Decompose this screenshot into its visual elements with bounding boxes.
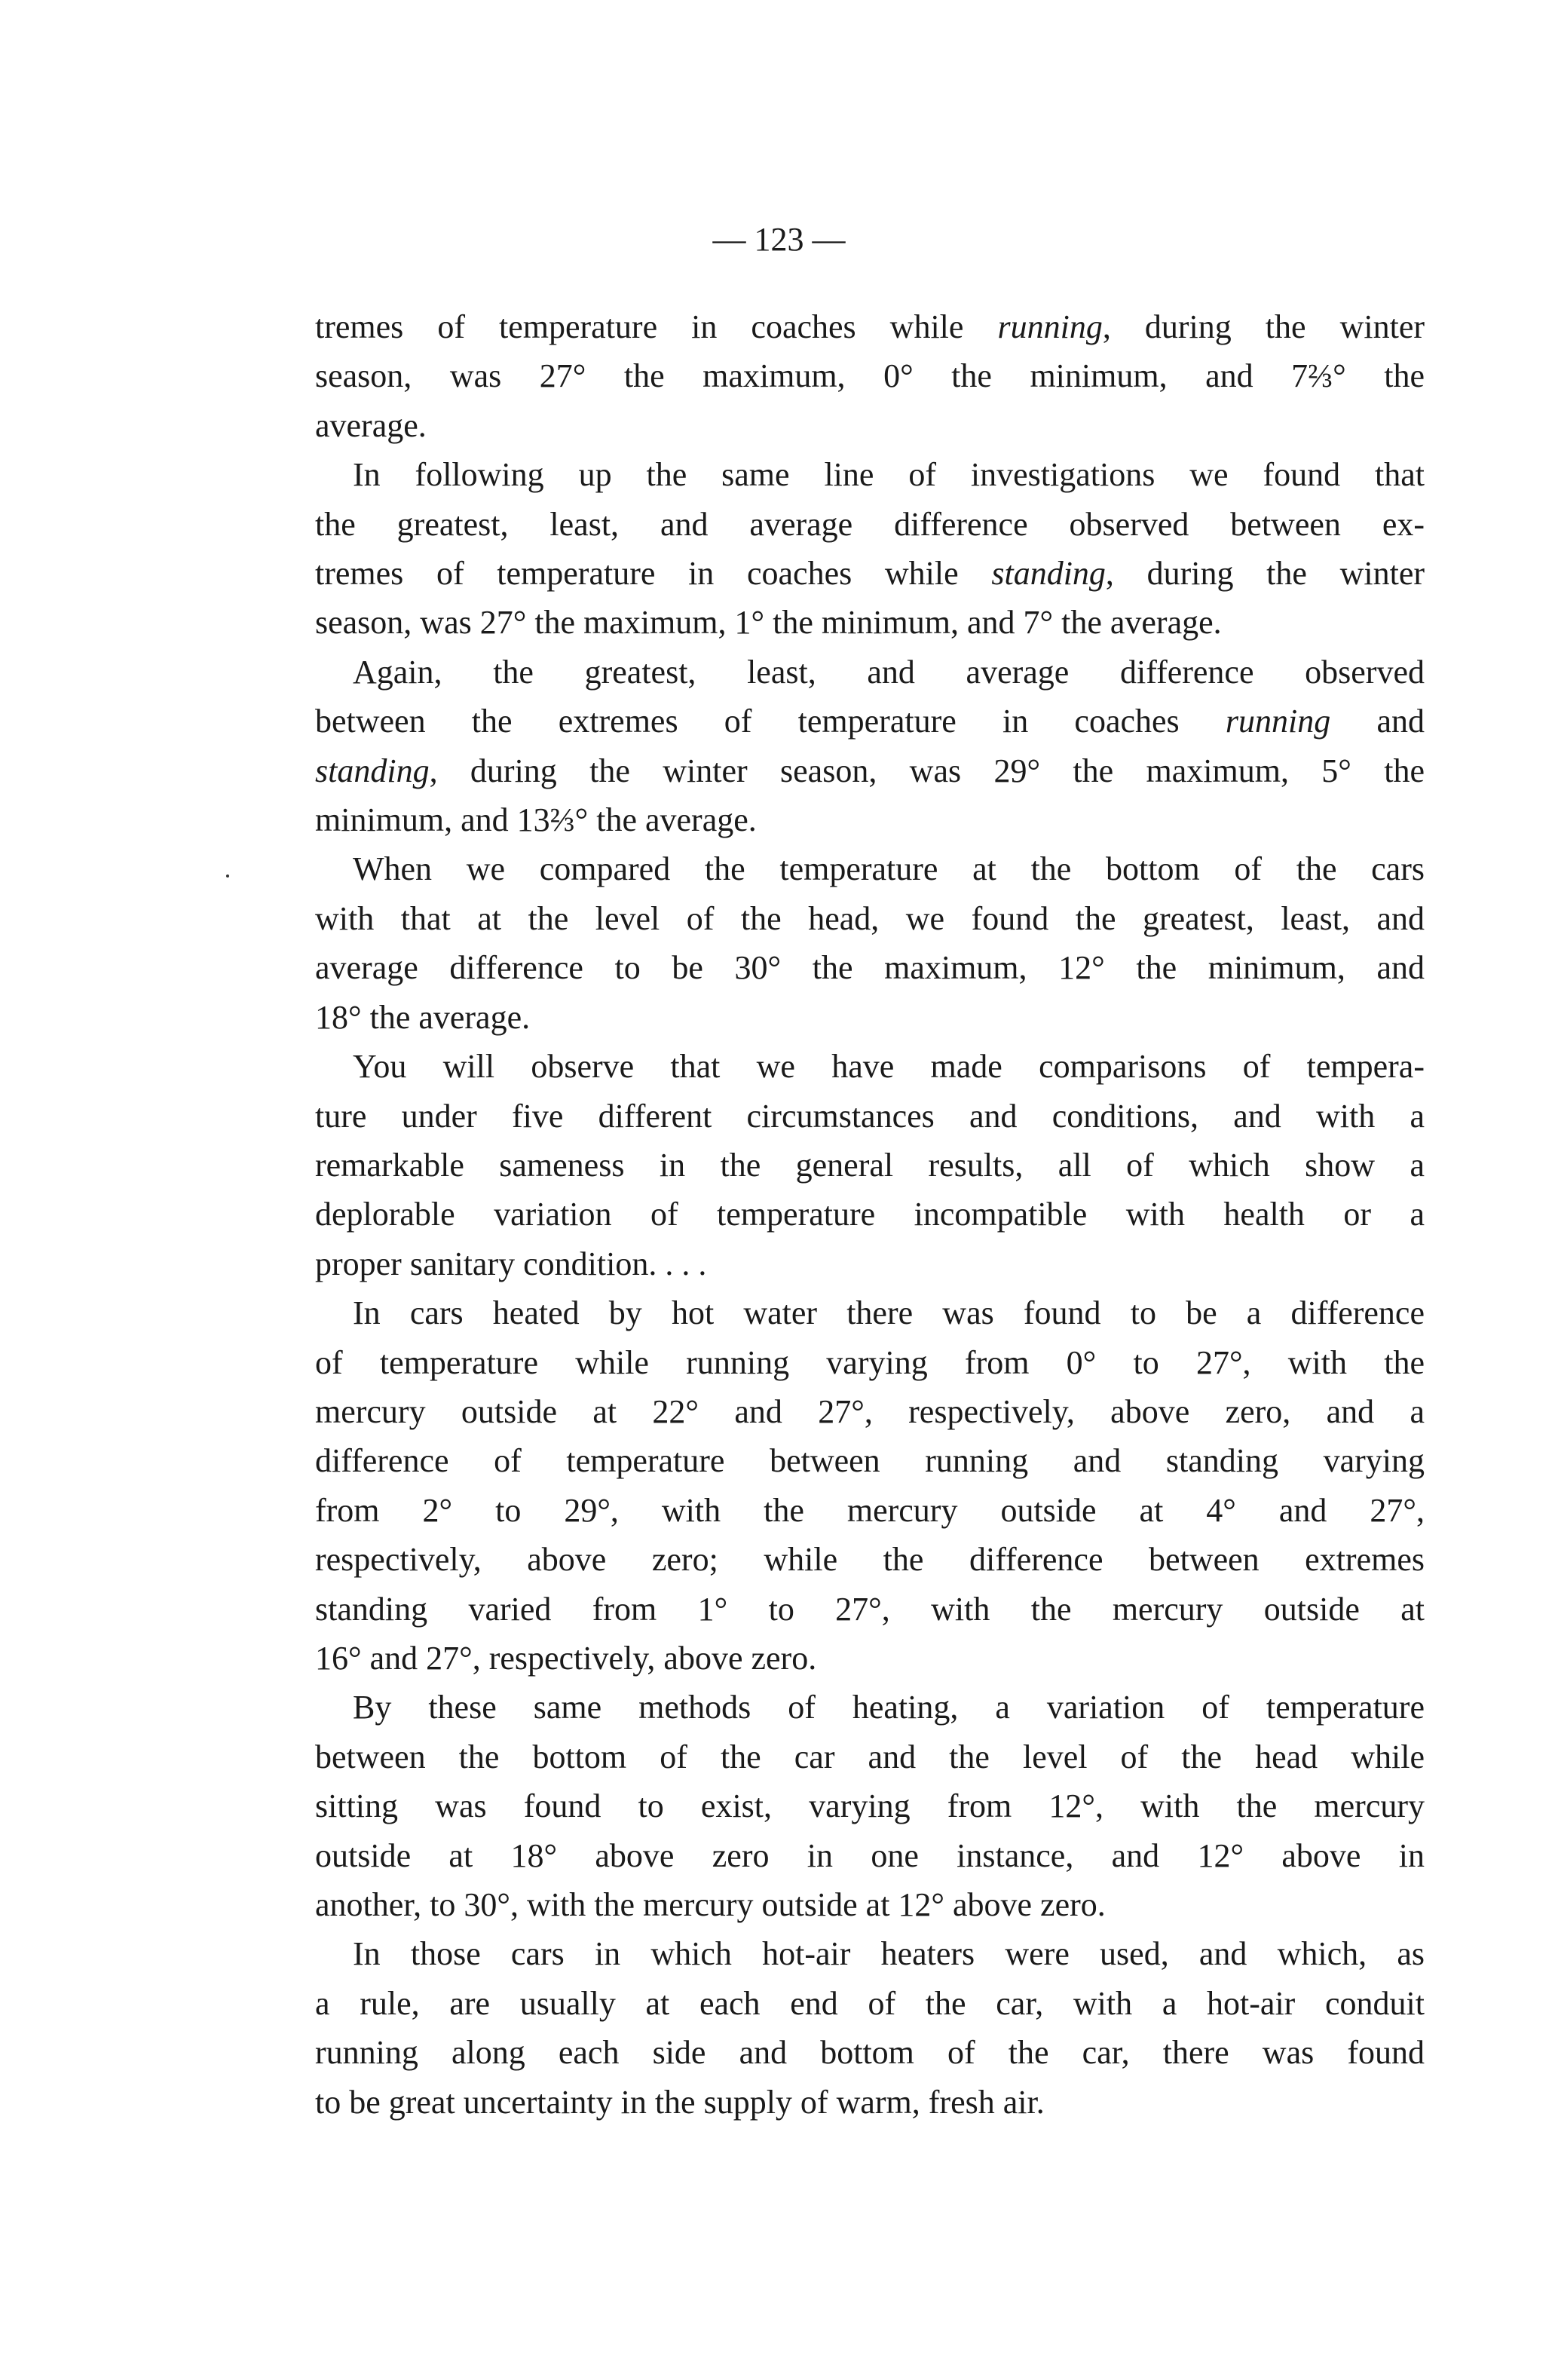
text-segment: to be great uncertainty in the supply of warm, fresh air. bbox=[315, 2083, 1045, 2121]
text-line bbox=[315, 1239, 1425, 1288]
text-line bbox=[315, 993, 1425, 1042]
paragraph bbox=[315, 1929, 1425, 2127]
text-segment: season, was 27° the maximum, 1° the minimum, and 7° the average. bbox=[315, 604, 1222, 642]
text-segment: of temperature while running varying from 0° to 27°, with the bbox=[315, 1343, 1425, 1381]
text-line bbox=[315, 1831, 1425, 1880]
text-segment: and bbox=[1330, 703, 1425, 740]
text-line bbox=[315, 1732, 1425, 1781]
text-segment: season, was 27° the maximum, 0° the minimum, and 7⅔° the bbox=[315, 357, 1425, 395]
text-line bbox=[315, 1190, 1425, 1239]
text-segment: between the extremes of temperature in coaches bbox=[315, 703, 1226, 740]
text-segment: a rule, are usually at each end of the car, with a hot-air conduit bbox=[315, 1984, 1425, 2022]
text-line bbox=[315, 2078, 1425, 2127]
text-line bbox=[315, 795, 1425, 844]
text-segment: average. bbox=[315, 406, 427, 444]
text-segment: difference of temperature between running and standing varying bbox=[315, 1442, 1425, 1480]
page-number: — 123 — bbox=[712, 221, 846, 258]
text-segment: 18° the average. bbox=[315, 998, 531, 1036]
text-line bbox=[315, 351, 1425, 400]
text-line bbox=[315, 401, 1425, 450]
text-line bbox=[315, 1683, 1425, 1732]
text-segment: , during the winter bbox=[1105, 555, 1425, 593]
text-line bbox=[315, 1979, 1425, 2028]
text-line bbox=[315, 1929, 1425, 1978]
text-segment: When we compared the temperature at the bottom of the cars bbox=[353, 850, 1425, 888]
text-segment: another, to 30°, with the mercury outside at 12° above zero. bbox=[315, 1886, 1106, 1923]
text-line bbox=[315, 1535, 1425, 1584]
text-line bbox=[315, 2028, 1425, 2077]
paragraph bbox=[315, 450, 1425, 648]
text-segment: running along each side and bottom of the car, there was found bbox=[315, 2034, 1425, 2072]
italic-text: running bbox=[1225, 703, 1331, 740]
text-segment: In cars heated by hot water there was found to be a difference bbox=[353, 1294, 1425, 1332]
text-line bbox=[315, 1880, 1425, 1929]
text-line bbox=[315, 844, 1425, 893]
text-line bbox=[315, 697, 1425, 746]
text-line bbox=[315, 1436, 1425, 1485]
scan-speck bbox=[226, 875, 229, 878]
text-line bbox=[315, 598, 1425, 647]
body-text bbox=[315, 302, 1425, 2127]
text-line bbox=[315, 1338, 1425, 1387]
paragraph bbox=[315, 648, 1425, 845]
text-line bbox=[315, 500, 1425, 549]
text-line bbox=[315, 1288, 1425, 1337]
text-segment: the greatest, least, and average difference observed between ex- bbox=[315, 505, 1425, 543]
italic-text: standing bbox=[315, 752, 430, 789]
text-line bbox=[315, 1042, 1425, 1091]
italic-text: standing bbox=[991, 555, 1106, 593]
text-segment: deplorable variation of temperature incompatible with health or a bbox=[315, 1196, 1425, 1233]
text-segment: standing varied from 1° to 27°, with the mercury outside at bbox=[315, 1590, 1425, 1628]
text-segment: ture under five different circumstances and conditions, and with a bbox=[315, 1097, 1425, 1135]
text-line bbox=[315, 1634, 1425, 1683]
text-segment: outside at 18° above zero in one instance, and 12° above in bbox=[315, 1836, 1425, 1874]
text-segment: respectively, above zero; while the difference between extremes bbox=[315, 1541, 1425, 1579]
text-line bbox=[315, 746, 1425, 795]
text-line bbox=[315, 450, 1425, 499]
text-segment: You will observe that we have made comparisons of tempera- bbox=[353, 1048, 1425, 1086]
text-segment: sitting was found to exist, varying from 12°, with the mercury bbox=[315, 1787, 1425, 1825]
text-line bbox=[315, 1141, 1425, 1190]
paragraph bbox=[315, 1042, 1425, 1288]
text-segment: with that at the level of the head, we found the greatest, least, and bbox=[315, 899, 1425, 937]
italic-text: running bbox=[997, 308, 1103, 345]
paragraph bbox=[315, 1683, 1425, 1929]
text-segment: Again, the greatest, least, and average difference observed bbox=[353, 653, 1425, 691]
text-line bbox=[315, 648, 1425, 697]
text-line bbox=[315, 1781, 1425, 1830]
paragraph bbox=[315, 844, 1425, 1042]
text-segment: from 2° to 29°, with the mercury outside at 4° and 27°, bbox=[315, 1491, 1425, 1529]
text-line bbox=[315, 894, 1425, 943]
text-segment: In following up the same line of investigations we found that bbox=[353, 456, 1425, 494]
text-line bbox=[315, 943, 1425, 992]
text-segment: , during the winter bbox=[1102, 308, 1425, 345]
text-line bbox=[315, 1092, 1425, 1141]
text-segment: tremes of temperature in coaches while bbox=[315, 308, 998, 345]
text-segment: average difference to be 30° the maximum, 12° the minimum, and bbox=[315, 949, 1425, 987]
text-line bbox=[315, 1486, 1425, 1535]
text-line bbox=[315, 1387, 1425, 1436]
text-segment: proper sanitary condition. . . . bbox=[315, 1245, 707, 1282]
text-segment: mercury outside at 22° and 27°, respectively, above zero, and a bbox=[315, 1392, 1425, 1430]
text-line bbox=[315, 549, 1425, 598]
text-line bbox=[315, 1585, 1425, 1634]
text-segment: remarkable sameness in the general results, all of which show a bbox=[315, 1146, 1425, 1184]
text-segment: , during the winter season, was 29° the maximum, 5° the bbox=[429, 752, 1425, 789]
text-segment: tremes of temperature in coaches while bbox=[315, 555, 992, 593]
paragraph bbox=[315, 1288, 1425, 1683]
text-line bbox=[315, 302, 1425, 351]
text-segment: By these same methods of heating, a variation of temperature bbox=[353, 1689, 1425, 1726]
paragraph bbox=[315, 302, 1425, 450]
text-segment: In those cars in which hot-air heaters were used, and which, as bbox=[353, 1935, 1425, 1973]
text-segment: 16° and 27°, respectively, above zero. bbox=[315, 1639, 817, 1677]
text-segment: minimum, and 13⅔° the average. bbox=[315, 801, 757, 839]
text-segment: between the bottom of the car and the level of the head while bbox=[315, 1738, 1425, 1775]
